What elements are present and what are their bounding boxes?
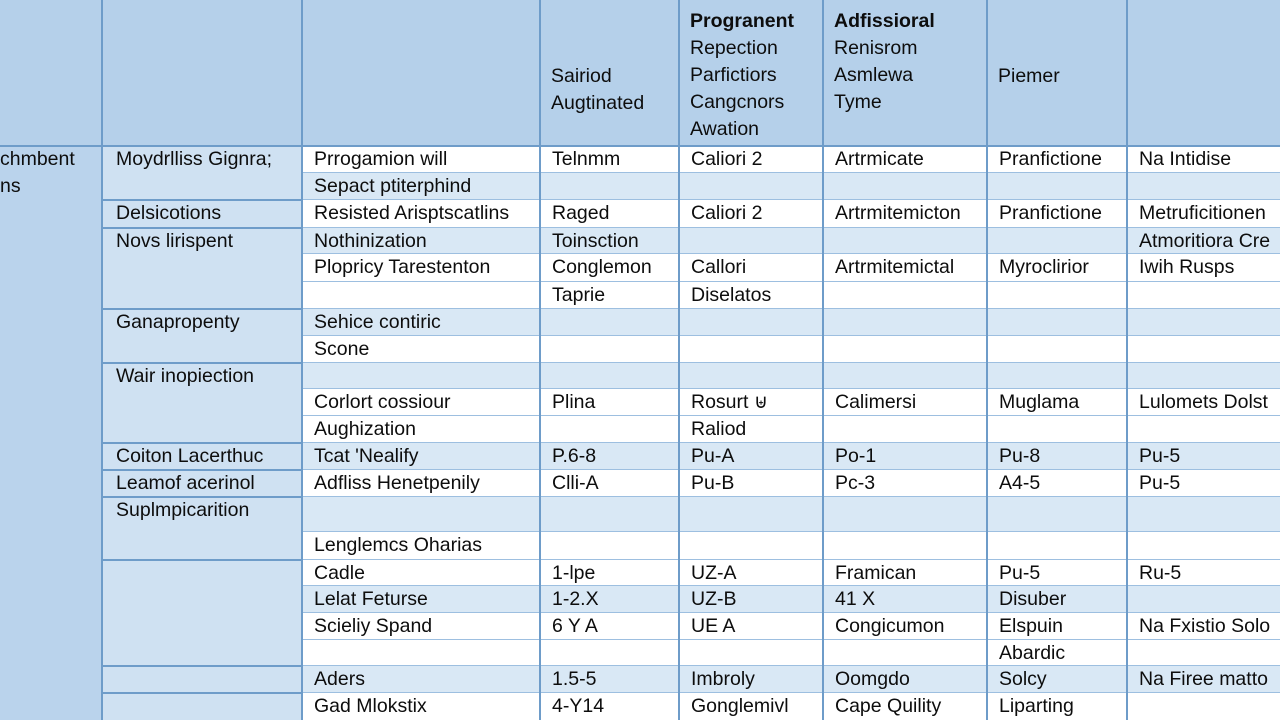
column-header-4: [690, 8, 840, 143]
section-label: Ganapropenty: [116, 311, 240, 333]
table-cell: Lelat Feturse: [314, 588, 428, 610]
table-cell: Lulomets Dolst: [1139, 391, 1268, 413]
table-cell: Pu-8: [999, 445, 1041, 467]
column-header-line: Parfictiors: [690, 64, 777, 86]
column-header-line: Repection: [690, 37, 778, 59]
table-cell: Sepact ptiterphind: [314, 175, 472, 197]
table-cell: Ru-5: [1139, 562, 1182, 584]
table-cell: Muglama: [999, 391, 1080, 413]
table-cell: 41 X: [835, 588, 876, 610]
table-cell: Callori: [691, 256, 747, 278]
table-cell: Diselatos: [691, 284, 772, 306]
table-cell: Tcat 'Nealify: [314, 445, 419, 467]
table-cell: Myroclirior: [999, 256, 1089, 278]
table-cell: Prrogamion will: [314, 148, 448, 170]
table-row: [302, 640, 1280, 666]
table-cell: Taprie: [552, 284, 606, 306]
table-cell: Na Intidise: [1139, 148, 1232, 170]
table-cell: Cadle: [314, 562, 365, 584]
left-margin-label: ns: [0, 175, 21, 197]
table-row: [302, 363, 1280, 389]
table-cell: Oomgdo: [835, 668, 910, 690]
table-cell: Caliori 2: [691, 148, 763, 170]
table-cell: Framican: [835, 562, 917, 584]
table-cell: Na Firee matto: [1139, 668, 1268, 690]
section-label: Coiton Lacerthuc: [116, 445, 264, 467]
table-cell: Imbroly: [691, 668, 755, 690]
section-divider: [102, 692, 302, 694]
column-header-5: [834, 8, 984, 116]
table-cell: Artrmicate: [835, 148, 924, 170]
table-cell: Po-1: [835, 445, 877, 467]
column-divider: [101, 0, 103, 720]
section-label: Wair inopiection: [116, 365, 255, 387]
table-cell: Lenglemcs Oharias: [314, 534, 482, 556]
table-cell: Sehice contiric: [314, 311, 441, 333]
column-header-line: Cangcnors: [690, 91, 785, 113]
table-cell: Cape Quility: [835, 695, 942, 717]
table-cell: 1-2.X: [552, 588, 599, 610]
table-cell: Artrmitemictal: [835, 256, 955, 278]
table-cell: 1.5-5: [552, 668, 597, 690]
table-cell: Toinsction: [552, 230, 639, 252]
column-header-line: Augtinated: [551, 92, 645, 114]
section-divider: [102, 559, 302, 561]
table-row: [302, 497, 1280, 532]
table-cell: Pranfictione: [999, 202, 1102, 224]
table-cell: Caliori 2: [691, 202, 763, 224]
section-label: Suplmpicarition: [116, 499, 250, 521]
table-cell: UZ-B: [691, 588, 737, 610]
column-header-title: Progranent: [690, 10, 795, 32]
table-cell: Aders: [314, 668, 365, 690]
column-header-3: [551, 63, 701, 117]
table-cell: Rosurt ⊎: [691, 391, 769, 413]
section-label: Leamof acerinol: [116, 472, 255, 494]
table-cell: Pranfictione: [999, 148, 1102, 170]
section-label: Novs lirispent: [116, 230, 234, 252]
table-cell: Pc-3: [835, 472, 876, 494]
table-cell: Solcy: [999, 668, 1047, 690]
table-cell: Plina: [552, 391, 596, 413]
table-cell: Adfliss Henetpenily: [314, 472, 480, 494]
table-cell: Aughization: [314, 418, 416, 440]
table-cell: Pu-5: [1139, 445, 1181, 467]
left-margin-label: chmbent: [0, 148, 75, 170]
table-cell: Elspuin: [999, 615, 1063, 637]
table-cell: Gonglemivl: [691, 695, 789, 717]
table-cell: Resisted Arisptscatlins: [314, 202, 510, 224]
table-cell: Gad Mlokstix: [314, 695, 427, 717]
table-cell: Artrmitemicton: [835, 202, 961, 224]
table-cell: Conglemon: [552, 256, 652, 278]
column-header-line: Awation: [690, 118, 760, 140]
table-cell: Plopricy Tarestenton: [314, 256, 491, 278]
table-cell: Na Fxistio Solo: [1139, 615, 1271, 637]
table-cell: A4-5: [999, 472, 1041, 494]
column-header-line: Piemer: [998, 65, 1060, 87]
column-header-line: Renisrom: [834, 37, 918, 59]
table-cell: Abardic: [999, 642, 1066, 664]
column-header-6: [998, 63, 1148, 90]
table-cell: Nothinization: [314, 230, 427, 252]
table-cell: Disuber: [999, 588, 1067, 610]
column-header-line: Asmlewa: [834, 64, 914, 86]
column-header-title: Adfissioral: [834, 10, 935, 32]
table-cell: UE A: [691, 615, 736, 637]
table-cell: Atmoritiora Cre: [1139, 230, 1271, 252]
table-cell: Clli-A: [552, 472, 599, 494]
table-cell: Calimersi: [835, 391, 917, 413]
left-margin-band: [0, 146, 102, 720]
table-cell: Liparting: [999, 695, 1074, 717]
table-cell: 6 Y A: [552, 615, 598, 637]
table-cell: Raliod: [691, 418, 747, 440]
section-label: Delsicotions: [116, 202, 222, 224]
table-cell: Pu-5: [999, 562, 1041, 584]
table-cell: Raged: [552, 202, 610, 224]
table-cell: Scone: [314, 338, 370, 360]
table-cell: P.6-8: [552, 445, 597, 467]
column-header-line: Sairiod: [551, 65, 612, 87]
table-cell: Telnmm: [552, 148, 621, 170]
table-cell: 4-Y14: [552, 695, 605, 717]
table-cell: Congicumon: [835, 615, 945, 637]
table-cell: UZ-A: [691, 562, 737, 584]
table-cell: Scieliy Spand: [314, 615, 433, 637]
column-divider: [301, 0, 303, 720]
section-label: Moydrlliss Gignra;: [116, 148, 273, 170]
section-divider: [102, 665, 302, 667]
table-cell: Iwih Rusps: [1139, 256, 1235, 278]
table-cell: Pu-A: [691, 445, 735, 467]
table-cell: 1-lpe: [552, 562, 596, 584]
table-cell: Corlort cossiour: [314, 391, 451, 413]
table-cell: Metruficitionen: [1139, 202, 1266, 224]
table-cell: Pu-B: [691, 472, 735, 494]
column-header-line: Tyme: [834, 91, 882, 113]
table-cell: Pu-5: [1139, 472, 1181, 494]
